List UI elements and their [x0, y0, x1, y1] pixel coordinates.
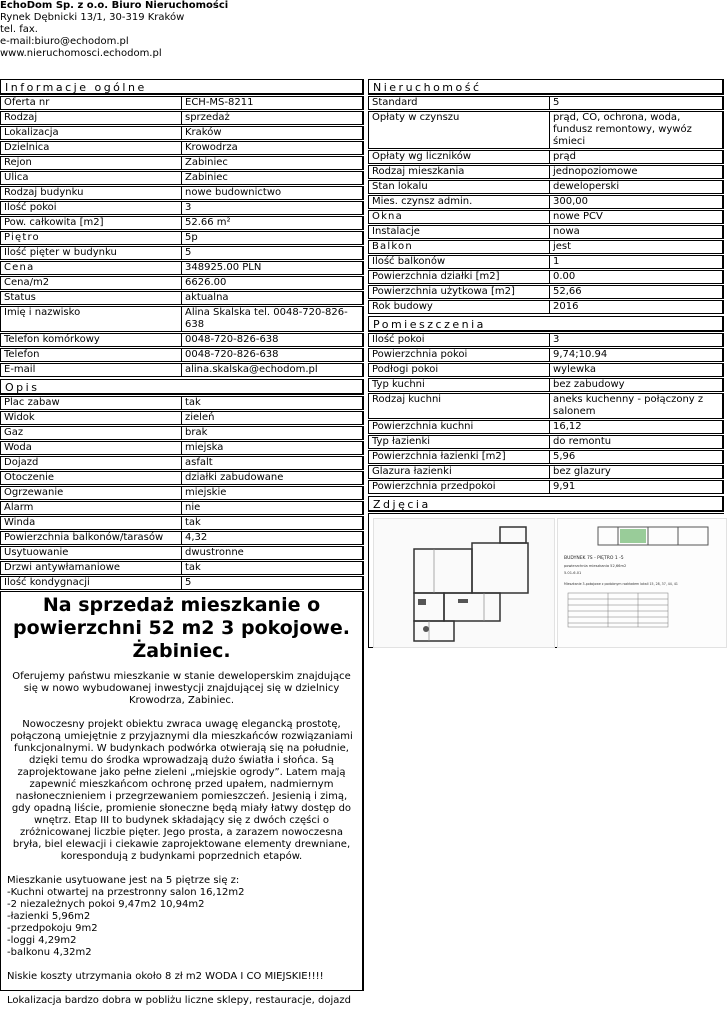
row-value: 9,91: [549, 480, 724, 494]
row-label: Ilość pięter w budynku: [0, 246, 181, 260]
row-label: E-mail: [0, 363, 181, 377]
row-value: Kraków: [181, 126, 364, 140]
row-label: Piętro: [0, 231, 181, 245]
row-label: Typ łazienki: [368, 435, 549, 449]
agency-tel: tel. fax.: [0, 24, 38, 35]
table-row: [0, 426, 364, 440]
floor-plan-drawing: [374, 519, 554, 647]
table-row: [368, 465, 724, 479]
section-description-title: Opis: [0, 379, 364, 395]
table-row: [0, 411, 364, 425]
table-row: [368, 255, 724, 269]
row-label: Powierzchnia działki [m2]: [368, 270, 549, 284]
description-paragraph: Oferujemy państwu mieszkanie w stanie deweloperskim znajdujące się w nowo wybudowanej inwestycji znajdującej się w dzielnicy Krowodrza, Zabiniec.: [12, 671, 351, 706]
row-label: Opłaty w czynszu: [368, 111, 549, 149]
table-row: [368, 111, 724, 149]
row-value: prąd, CO, ochrona, woda, fundusz remontowy, wywóz śmieci: [549, 111, 724, 149]
row-label: Rejon: [0, 156, 181, 170]
row-value: nowe PCV: [549, 210, 724, 224]
plan-unit: 5.01-6.01: [564, 571, 582, 575]
row-value: jest: [549, 240, 724, 254]
building-plan-drawing: [558, 519, 726, 647]
row-label: Lokalizacja: [0, 126, 181, 140]
photos-gallery: [368, 513, 724, 648]
row-label: Glazura łazienki: [368, 465, 549, 479]
row-value: bez glazury: [549, 465, 724, 479]
table-row: [368, 348, 724, 362]
row-label: Rodzaj budynku: [0, 186, 181, 200]
plan-title: BUDYNEK 7S - PIĘTRO 1 -5: [564, 556, 624, 561]
row-value: 0048-720-826-638: [181, 333, 364, 347]
row-value: Żabiniec: [181, 156, 364, 170]
row-value: 52.66 m²: [181, 216, 364, 230]
row-label: Gaz: [0, 426, 181, 440]
row-label: Balkon: [368, 240, 549, 254]
row-value: ECH-MS-8211: [181, 96, 364, 110]
row-value: 5: [181, 576, 364, 590]
row-label: Dzielnica: [0, 141, 181, 155]
row-value: zieleń: [181, 411, 364, 425]
row-label: Stan lokalu: [368, 180, 549, 194]
table-row: [0, 186, 364, 200]
row-value: do remontu: [549, 435, 724, 449]
row-value: 9,74;10.94: [549, 348, 724, 362]
row-value: 5p: [181, 231, 364, 245]
floor-plan-thumbnail[interactable]: [373, 518, 555, 648]
row-label: Oferta nr: [0, 96, 181, 110]
table-row: [0, 348, 364, 362]
table-row: [368, 285, 724, 299]
description-paragraph: Lokalizacja bardzo dobra w pobliżu liczne sklepy, restauracje, dojazd: [7, 995, 351, 1006]
property-table: [368, 96, 724, 314]
table-row: [0, 126, 364, 140]
table-row: [0, 471, 364, 485]
row-label: Rodzaj mieszkania: [368, 165, 549, 179]
table-row: [0, 576, 364, 590]
row-label: Telefon komórkowy: [0, 333, 181, 347]
row-value: nie: [181, 501, 364, 515]
section-property-title: Nieruchomość: [368, 79, 724, 95]
table-row: [0, 396, 364, 410]
row-label: Powierzchnia balkonów/tarasów: [0, 531, 181, 545]
row-value: 5: [549, 96, 724, 110]
row-value: tak: [181, 516, 364, 530]
row-value: miejska: [181, 441, 364, 455]
table-row: [0, 486, 364, 500]
plan-area: powierzchnia mieszkania 52,66m2: [564, 564, 627, 568]
row-value: Alina Skalska tel. 0048-720-826-638: [181, 306, 364, 332]
table-row: [368, 393, 724, 419]
row-value: sprzedaż: [181, 111, 364, 125]
row-label: Ogrzewanie: [0, 486, 181, 500]
row-label: Powierzchnia kuchni: [368, 420, 549, 434]
table-row: [368, 195, 724, 209]
row-value: jednopoziomowe: [549, 165, 724, 179]
row-value: nowa: [549, 225, 724, 239]
row-label: Winda: [0, 516, 181, 530]
description-paragraph: Niskie koszty utrzymania około 8 zł m2 WODA I CO MIEJSKIE!!!!: [7, 971, 324, 982]
table-row: [368, 180, 724, 194]
row-label: Powierzchnia łazienki [m2]: [368, 450, 549, 464]
table-row: [0, 531, 364, 545]
right-column: [368, 79, 724, 648]
general-info-table: [0, 96, 364, 377]
description-text-box: [0, 591, 364, 1006]
row-value: deweloperski: [549, 180, 724, 194]
row-label: Standard: [368, 96, 549, 110]
table-row: [368, 435, 724, 449]
table-row: [0, 276, 364, 290]
row-value: alina.skalska@echodom.pl: [181, 363, 364, 377]
table-row: [368, 240, 724, 254]
row-value: 5: [181, 246, 364, 260]
row-value: prąd: [549, 150, 724, 164]
table-row: [0, 96, 364, 110]
table-row: [0, 456, 364, 470]
row-label: Instalacje: [368, 225, 549, 239]
row-value: 3: [549, 333, 724, 347]
table-row: [0, 231, 364, 245]
row-value: 52,66: [549, 285, 724, 299]
row-value: Krowodrza: [181, 141, 364, 155]
row-value: brak: [181, 426, 364, 440]
row-label: Typ kuchni: [368, 378, 549, 392]
table-row: [0, 111, 364, 125]
row-value: Żabiniec: [181, 171, 364, 185]
table-row: [368, 225, 724, 239]
table-row: [368, 420, 724, 434]
table-row: [0, 333, 364, 347]
table-row: [0, 246, 364, 260]
row-value: nowe budownictwo: [181, 186, 364, 200]
row-label: Otoczenie: [0, 471, 181, 485]
left-column: [0, 79, 364, 1006]
table-row: [368, 210, 724, 224]
table-row: [0, 561, 364, 575]
row-label: Opłaty wg liczników: [368, 150, 549, 164]
row-value: 1: [549, 255, 724, 269]
row-value: 6626.00: [181, 276, 364, 290]
row-label: Drzwi antywłamaniowe: [0, 561, 181, 575]
row-value: tak: [181, 396, 364, 410]
table-row: [368, 270, 724, 284]
table-row: [0, 156, 364, 170]
agency-header: [0, 0, 228, 60]
table-row: [0, 216, 364, 230]
row-label: Rodzaj: [0, 111, 181, 125]
description-attributes-table: [0, 396, 364, 590]
table-row: [0, 141, 364, 155]
row-label: Ilość balkonów: [368, 255, 549, 269]
row-label: Cena: [0, 261, 181, 275]
row-value: aneks kuchenny - połączony z salonem: [549, 393, 724, 419]
row-value: 2016: [549, 300, 724, 314]
row-label: Ilość kondygnacji: [0, 576, 181, 590]
agency-address: Rynek Dębnicki 13/1, 30-319 Kraków: [0, 12, 185, 23]
row-label: Status: [0, 291, 181, 305]
table-row: [0, 441, 364, 455]
table-row: [0, 201, 364, 215]
table-row: [368, 300, 724, 314]
row-value: 348925.00 PLN: [181, 261, 364, 275]
row-value: działki zabudowane: [181, 471, 364, 485]
row-value: 5,96: [549, 450, 724, 464]
row-label: Powierzchnia użytkowa [m2]: [368, 285, 549, 299]
agency-www: www.nieruchomosci.echodom.pl: [0, 48, 162, 59]
row-value: asfalt: [181, 456, 364, 470]
table-row: [0, 291, 364, 305]
table-row: [368, 165, 724, 179]
agency-name: EchoDom Sp. z o.o. Biuro Nieruchomości: [0, 0, 229, 11]
table-row: [0, 363, 364, 377]
table-row: [368, 96, 724, 110]
row-label: Widok: [0, 411, 181, 425]
table-row: [0, 171, 364, 185]
row-label: Ilość pokoi: [368, 333, 549, 347]
row-value: aktualna: [181, 291, 364, 305]
plan-note: Mieszkanie 3-pokojowe z podobnym rozkładem lokali 15, 28, 37, 44, 41: [564, 582, 678, 586]
agency-email: e-mail:biuro@echodom.pl: [0, 36, 129, 47]
building-plan-thumbnail[interactable]: [557, 518, 727, 648]
row-value: miejskie: [181, 486, 364, 500]
row-label: Dojazd: [0, 456, 181, 470]
row-label: Telefon: [0, 348, 181, 362]
table-row: [368, 378, 724, 392]
rooms-table: [368, 333, 724, 494]
row-value: dwustronne: [181, 546, 364, 560]
row-label: Rok budowy: [368, 300, 549, 314]
row-value: 0.00: [549, 270, 724, 284]
row-value: tak: [181, 561, 364, 575]
row-label: Powierzchnia przedpokoi: [368, 480, 549, 494]
row-label: Pow. całkowita [m2]: [0, 216, 181, 230]
row-label: Ulica: [0, 171, 181, 185]
table-row: [368, 333, 724, 347]
table-row: [0, 516, 364, 530]
table-row: [368, 480, 724, 494]
row-value: 4,32: [181, 531, 364, 545]
row-value: 0048-720-826-638: [181, 348, 364, 362]
row-value: 3: [181, 201, 364, 215]
row-label: Cena/m2: [0, 276, 181, 290]
table-row: [0, 546, 364, 560]
row-label: Mies. czynsz admin.: [368, 195, 549, 209]
table-row: [0, 261, 364, 275]
table-row: [368, 450, 724, 464]
description-paragraph: Mieszkanie usytuowane jest na 5 piętrze się z: -Kuchni otwartej na przestronny salon 16,12m2 -2 niezależnych pokoi 9,47m2 10,94m2 -łazienki 5,96m2 -przedpokoju 9m2 -loggi 4,29m2 -balkonu 4,32m2: [7, 875, 245, 958]
section-photos-title: Zdjęcia: [368, 496, 724, 512]
listing-headline: Na sprzedaż mieszkanie o powierzchni 52 m2 3 pokojowe. Żabiniec.: [12, 594, 351, 662]
row-label: Plac zabaw: [0, 396, 181, 410]
row-label: Imię i nazwisko: [0, 306, 181, 332]
table-row: [368, 363, 724, 377]
row-label: Podłogi pokoi: [368, 363, 549, 377]
row-label: Rodzaj kuchni: [368, 393, 549, 419]
row-value: bez zabudowy: [549, 378, 724, 392]
row-label: Usytuowanie: [0, 546, 181, 560]
row-label: Ilość pokoi: [0, 201, 181, 215]
table-row: [0, 306, 364, 332]
row-label: Okna: [368, 210, 549, 224]
row-value: 300,00: [549, 195, 724, 209]
row-label: Alarm: [0, 501, 181, 515]
section-general-title: Informacje ogólne: [0, 79, 364, 95]
table-row: [0, 501, 364, 515]
row-value: 16,12: [549, 420, 724, 434]
row-value: wylewka: [549, 363, 724, 377]
table-row: [368, 150, 724, 164]
row-label: Powierzchnia pokoi: [368, 348, 549, 362]
section-rooms-title: Pomieszczenia: [368, 316, 724, 332]
description-paragraph: Nowoczesny projekt obiektu zwraca uwagę elegancką prostotę, połączoną umiejętnie z przyjaznymi dla mieszkańców rozwiązaniami funkcjonalnymi. W budynkach podwórka otwierają się na południe, dzięki temu do środka wprowadzają dużo światła i słońca. Są zaprojektowane jako pełne zieleni „miejskie ogrody”. Latem mają zapewnić mieszkańcom ochronę przed upałem, nadmiernym nasłonecznieniem i przegrzewaniem pomieszczeń. Jesienią i zimą, gdy opadną liście, promienie słoneczne będą miały łatwy dostęp do wnętrz. Etap III to budynek składający się z dwóch części o zróżnicowanej liczbie pięter. Jego prosta, a zarazem nowoczesna bryła, biel elewacji i ciekawie zaprojektowane elementy drewniane, korespondują z budynkami poprzednich etapów.: [10, 719, 353, 862]
row-label: Woda: [0, 441, 181, 455]
